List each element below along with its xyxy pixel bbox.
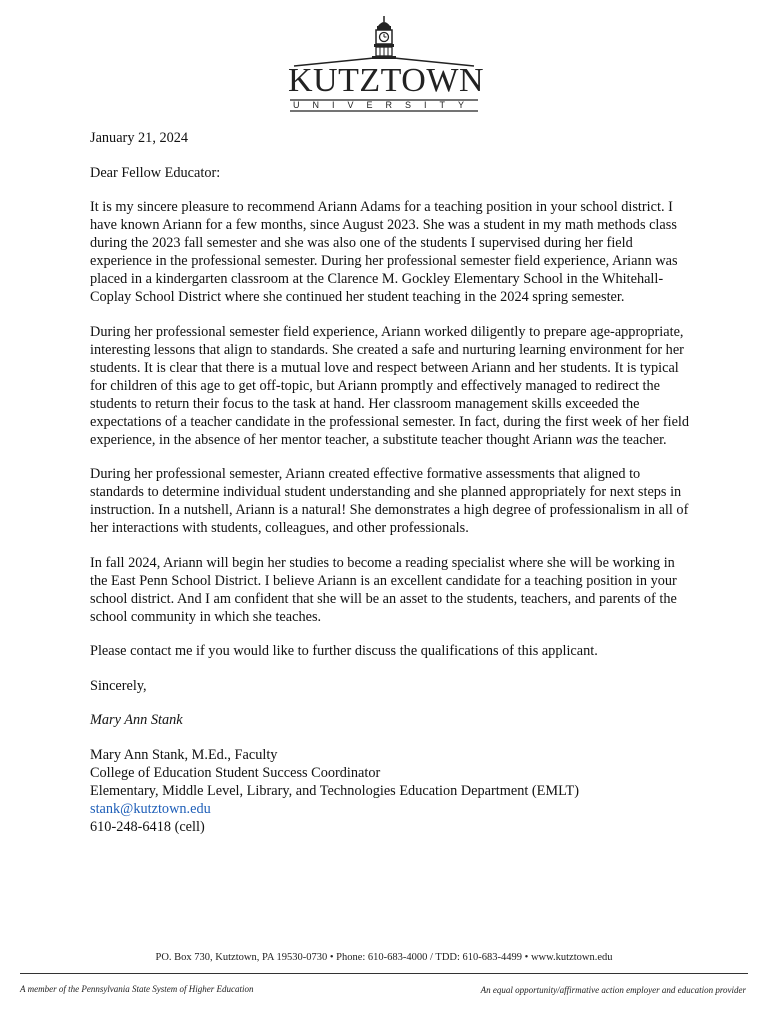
logo-wordmark: KUTZTOWN bbox=[288, 62, 484, 99]
paragraph-1: It is my sincere pleasure to recommend Ariann Adams for a teaching position in your school district. I have known Ariann for a few months, since August 2023. She was a student in my math methods class during the 2023 fall semester and she was also one of the students I supervised during her field experience in the professional semester. During her professional semester field experience, Ariann was placed in a kindergarten classroom at the Clarence M. Gockley Elementary School in the Whitehall-Coplay School District where she continued her student teaching in the 2024 spring semester. bbox=[90, 199, 678, 305]
letter-date: January 21, 2024 bbox=[90, 130, 189, 146]
signature: Mary Ann Stank bbox=[90, 712, 183, 728]
university-logo bbox=[288, 14, 484, 114]
footer-affiliation: A member of the Pennsylvania State System of Higher Education bbox=[20, 984, 254, 994]
email-link[interactable]: stank@kutztown.edu bbox=[90, 800, 211, 817]
signer-name-title: Mary Ann Stank, M.Ed., Faculty bbox=[90, 746, 278, 763]
paragraph-3: During her professional semester, Ariann created effective formative assessments that aligned to standards to determine individual student understanding and she planned appropriately for next steps in instruction. In a nutshell, Ariann is a natural! She demonstrates a high degree of professionalism in all of her interactions with students, colleagues, and other professionals. bbox=[90, 466, 689, 536]
footer-eeo-statement: An equal opportunity/affirmative action employer and education provider bbox=[480, 985, 746, 995]
closing: Sincerely, bbox=[90, 677, 147, 694]
paragraph-4: In fall 2024, Ariann will begin her studies to become a reading specialist where she will be working in the East Penn School District. I believe Ariann is an excellent candidate for a teaching position in your school district. And I am confident that she will be an asset to the students, teachers, and parents of the school community in which she teaches. bbox=[90, 554, 677, 625]
letter-salutation: Dear Fellow Educator: bbox=[90, 164, 221, 181]
paragraph-2 bbox=[90, 323, 690, 449]
paragraph-2-emphasis: was bbox=[575, 431, 598, 448]
footer-divider bbox=[20, 973, 748, 974]
footer-address: PO. Box 730, Kutztown, PA 19530-0730 • Phone: 610-683-4000 / TDD: 610-683-4499 • www.kutztown.edu bbox=[155, 952, 613, 963]
signer-phone: 610-248-6418 (cell) bbox=[90, 818, 205, 835]
paragraph-2-end: the teacher. bbox=[597, 431, 667, 448]
logo-subtitle: UNIVERSITY bbox=[292, 100, 477, 110]
paragraph-5: Please contact me if you would like to further discuss the qualifications of this applicant. bbox=[90, 643, 598, 659]
paragraph-2-main: During her professional semester field experience, Ariann worked diligently to prepare age-appropriate, interesting lessons that align to standards. She created a safe and nurturing learning environment for her students. It is clear that there is a mutual love and respect between Ariann and her students. It is typical for children of this age to get off-topic, but Ariann promptly and effectively managed to redirect the students to return their focus to the task at hand. Her classroom management skills exceeded the expectations of a teacher candidate in the professional semester. In fact, during the first week of her field experience, in the absence of her mentor teacher, a substitute teacher thought Ariann bbox=[90, 323, 690, 448]
letter-body bbox=[90, 129, 690, 836]
signer-department: Elementary, Middle Level, Library, and Technologies Education Department (EMLT) bbox=[90, 782, 580, 799]
signer-role: College of Education Student Success Coordinator bbox=[90, 764, 381, 781]
